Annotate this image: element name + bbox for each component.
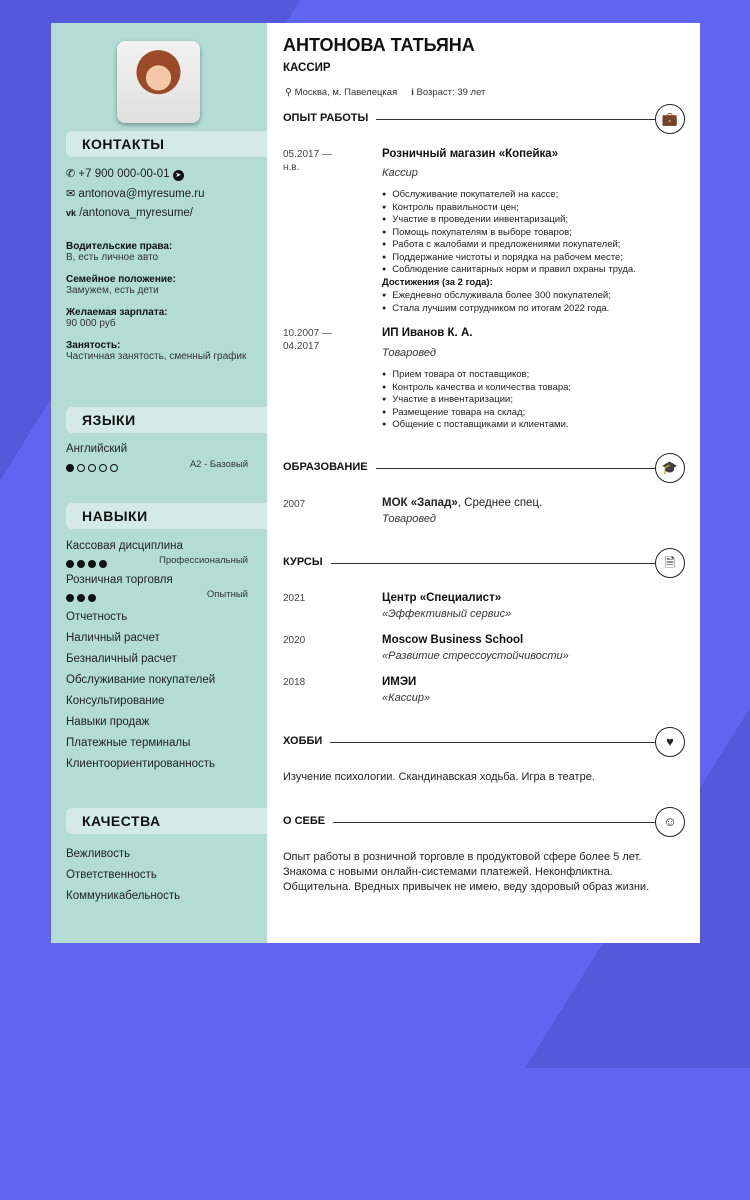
education-org: МОК «Запад»: [382, 497, 458, 509]
course-name: «Кассир»: [382, 692, 431, 704]
education-institution: [382, 497, 542, 509]
skill-level-dots: [66, 589, 99, 607]
duty-item: ● Работа с жалобами и предложениями покупателей;: [382, 239, 636, 252]
skill-item: Навыки продаж: [66, 716, 150, 728]
course-year: 2018: [283, 677, 306, 688]
section-title: ХОББИ: [283, 735, 330, 747]
quality-item: Коммуникабельность: [66, 890, 181, 902]
email-row: [66, 187, 205, 200]
qualities-heading: КАЧЕСТВА: [66, 808, 267, 834]
phone-icon: ✆: [66, 168, 76, 180]
date-start: 05.2017 —: [283, 149, 332, 160]
job-role: Кассир: [382, 167, 418, 179]
email-icon: ✉: [66, 188, 76, 200]
course-org: Центр «Специалист»: [382, 592, 502, 604]
date-end: 04.2017: [283, 341, 320, 352]
email[interactable]: antonova@myresume.ru: [78, 188, 205, 200]
section-title: О СЕБЕ: [283, 815, 333, 827]
info-family: [66, 274, 176, 296]
profile-photo: [117, 41, 200, 123]
duty-item: ● Размещение товара на склад;: [382, 407, 571, 420]
skills-heading: НАВЫКИ: [66, 503, 267, 529]
location: Москва, м. Павелецкая: [294, 87, 398, 98]
info-value: Частичная занятость, сменный график: [66, 351, 247, 362]
language-level: A2 - Базовый: [189, 459, 248, 470]
job-title: КАССИР: [283, 62, 331, 74]
education-level: , Среднее спец.: [457, 497, 543, 509]
hobby-text: Изучение психологии. Скандинавская ходьба. Игра в театре.: [283, 771, 595, 783]
course-org: Moscow Business School: [382, 634, 524, 646]
info-label: Занятость:: [66, 340, 121, 351]
education-specialty: Товаровед: [382, 513, 436, 525]
info-value: B, есть личное авто: [66, 252, 159, 263]
vk-link[interactable]: /antonova_myresume/: [79, 207, 194, 219]
qualities-list: [66, 844, 180, 907]
course-name: «Развитие стрессоустойчивости»: [382, 650, 569, 662]
skill-level: Профессиональный: [159, 555, 248, 566]
about-section-header: [283, 807, 685, 837]
full-name: АНТОНОВА ТАТЬЯНА: [283, 35, 475, 55]
vk-icon: vk: [66, 208, 77, 218]
duty-item: ● Контроль правильности цен;: [382, 202, 636, 215]
info-salary: [66, 307, 168, 329]
achievements-title: Достижения (за 2 года):: [382, 277, 493, 288]
skill-item: Обслуживание покупателей: [66, 674, 216, 686]
info-employment: [66, 340, 246, 362]
achievements-list: [382, 290, 611, 315]
info-icon: i: [411, 87, 414, 98]
age: Возраст: 39 лет: [416, 87, 486, 98]
skill-item: Наличный расчет: [66, 632, 160, 644]
skill-level-dots: [66, 555, 110, 573]
skill-name: Кассовая дисциплина: [66, 540, 183, 552]
info-label: Водительские права:: [66, 241, 173, 252]
course-org: ИМЭИ: [382, 676, 417, 688]
skill-name: Розничная торговля: [66, 574, 173, 586]
date-start: 10.2007 —: [283, 328, 332, 339]
language-level-dots: [66, 459, 121, 477]
graduation-cap-icon: 🎓: [655, 453, 685, 483]
duty-item: ● Участие в проведении инвентаризаций;: [382, 214, 636, 227]
achievement-item: ● Ежедневно обслуживала более 300 покупателей;: [382, 290, 611, 303]
document-icon: 🗎: [655, 548, 685, 578]
skill-item: Безналичный расчет: [66, 653, 177, 665]
job-role: Товаровед: [382, 347, 436, 359]
briefcase-icon: 💼: [655, 104, 685, 134]
sidebar: [51, 23, 267, 943]
job-duties: [382, 189, 636, 277]
date-end: н.в.: [283, 162, 300, 173]
location-pin-icon: ⚲: [285, 87, 292, 98]
skill-item: Платежные терминалы: [66, 737, 191, 749]
duty-item: ● Участие в инвентаризации;: [382, 394, 571, 407]
info-driving: [66, 241, 172, 263]
telegram-icon[interactable]: ➤: [173, 170, 184, 181]
skill-item: Консультирование: [66, 695, 165, 707]
course-name: «Эффективный сервис»: [382, 608, 512, 620]
job-company: ИП Иванов К. А.: [382, 327, 473, 339]
job-dates: [283, 148, 332, 174]
duty-item: ● Прием товара от поставщиков;: [382, 369, 571, 382]
skill-item: Клиентоориентированность: [66, 758, 216, 770]
hobby-section-header: [283, 727, 685, 757]
skills-list: [66, 607, 215, 775]
languages-heading: ЯЗЫКИ: [66, 407, 267, 433]
quality-item: Ответственность: [66, 869, 157, 881]
quality-item: Вежливость: [66, 848, 131, 860]
education-section-header: [283, 453, 685, 483]
skill-item: Отчетность: [66, 611, 128, 623]
duty-item: ● Общение с поставщиками и клиентами.: [382, 419, 571, 432]
duty-item: ● Обслуживание покупателей на кассе;: [382, 189, 636, 202]
info-value: 90 000 руб: [66, 318, 116, 329]
job-company: Розничный магазин «Копейка»: [382, 148, 559, 160]
course-year: 2021: [283, 593, 306, 604]
user-icon: ☺: [655, 807, 685, 837]
info-value: Замужем, есть дети: [66, 285, 159, 296]
courses-section-header: [283, 548, 685, 578]
heart-icon: ♥: [655, 727, 685, 757]
achievement-item: ● Стала лучшим сотрудником по итогам 2022 года.: [382, 303, 611, 316]
contacts-heading: КОНТАКТЫ: [66, 131, 267, 157]
phone[interactable]: +7 900 000-00-01: [78, 168, 170, 180]
job-duties: [382, 369, 571, 432]
duty-item: ● Контроль качества и количества товара;: [382, 382, 571, 395]
info-label: Желаемая зарплата:: [66, 307, 168, 318]
skill-level: Опытный: [206, 589, 248, 600]
education-year: 2007: [283, 499, 306, 510]
job-dates: [283, 327, 332, 353]
section-title: КУРСЫ: [283, 556, 331, 568]
course-year: 2020: [283, 635, 306, 646]
vk-row: [66, 207, 193, 219]
experience-section-header: [283, 104, 685, 134]
section-title: ОБРАЗОВАНИЕ: [283, 461, 376, 473]
duty-item: ● Поддержание чистоты и порядка на рабочем месте;: [382, 252, 636, 265]
duty-item: ● Соблюдение санитарных норм и правил охраны труда.: [382, 264, 636, 277]
section-title: ОПЫТ РАБОТЫ: [283, 112, 376, 124]
info-label: Семейное положение:: [66, 274, 176, 285]
about-text: Опыт работы в розничной торговле в продуктовой сфере более 5 лет. Знакома с новыми онлайн-системами платежей. Неконфликтна. Общительна. Вредных привычек не имею, веду здоровый образ жизни.: [283, 851, 650, 893]
language-name: Английский: [66, 443, 128, 455]
meta-row: [285, 87, 485, 98]
phone-row: [66, 167, 184, 181]
duty-item: ● Помощь покупателям в выборе товаров;: [382, 227, 636, 240]
